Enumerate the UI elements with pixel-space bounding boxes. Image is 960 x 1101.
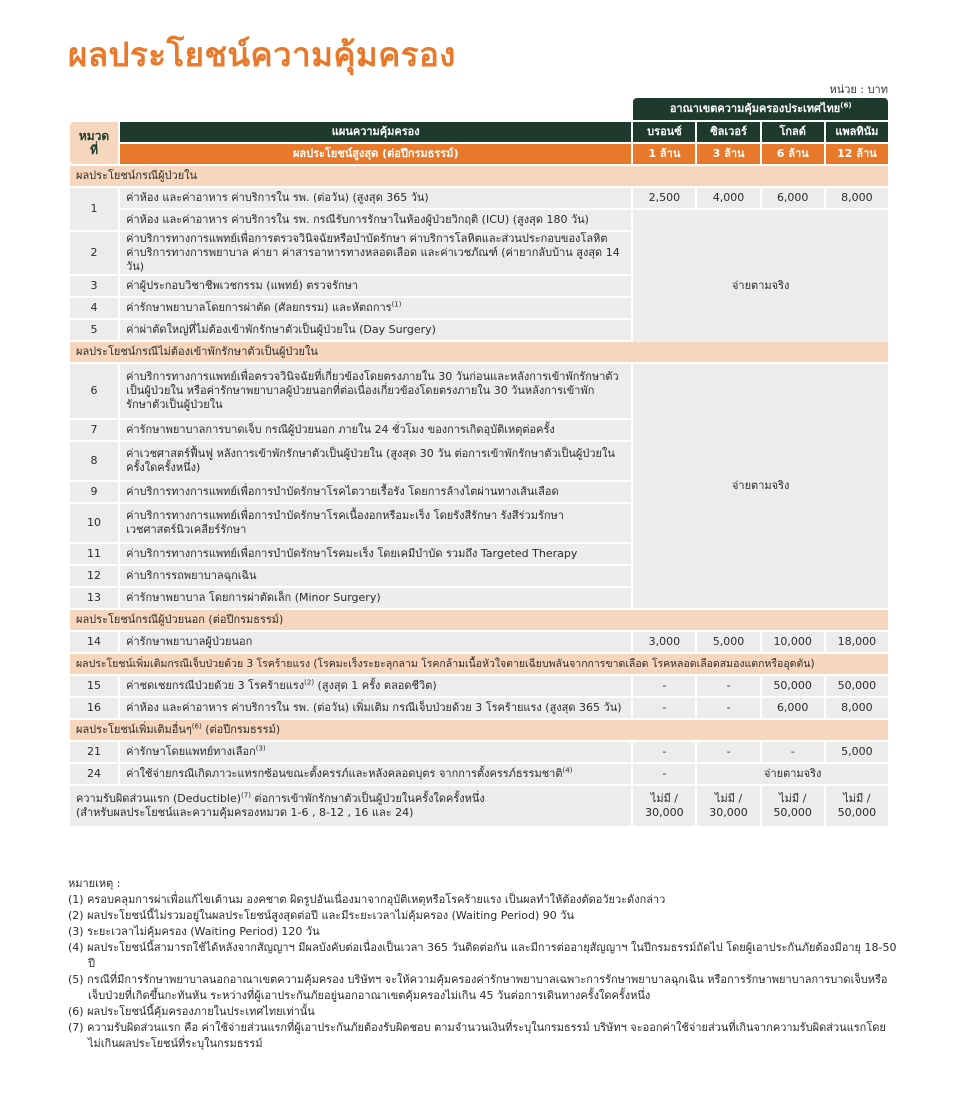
value-bronze: -: [633, 676, 695, 696]
deductible-label: ความรับผิดส่วนแรก (Deductible): [76, 792, 242, 805]
row-description-line: ครั้งใดครั้งหนึ่ง): [126, 461, 201, 474]
row-number: 24: [70, 764, 118, 784]
value-gold: 6,000: [762, 188, 824, 208]
plan-name-gold: โกลด์: [762, 122, 824, 142]
value-silver: -: [697, 698, 759, 718]
value-gold: 50,000: [762, 676, 824, 696]
value-bronze: 2,500: [633, 188, 695, 208]
deductible-amount: 30,000: [645, 806, 684, 819]
row-number: 2: [70, 232, 118, 274]
page-title: ผลประโยชน์ความคุ้มครอง: [68, 35, 456, 74]
table-row: [70, 210, 888, 230]
row-description: ค่าบริการทางการแพทย์เพื่อการบำบัดรักษาโรคไตวายเรื้อรัง โดยการล้างไตผ่านทางเส้นเลือด: [120, 482, 631, 502]
value-silver: -: [697, 742, 759, 762]
row-text: ค่าชดเชยกรณีป่วยด้วย 3 โรคร้ายแรง: [126, 679, 305, 692]
row-description-line: ค่าบริการทางการพยาบาล ค่ายา ค่าสารอาหารทางหลอดเลือด และค่าเวชภัณฑ์ (ค่ายากลับบ้าน สูงสุด 14 วัน): [126, 246, 620, 273]
footnote-ref: (2): [304, 678, 315, 687]
row-description-line: ค่าบริการทางการแพทย์เพื่อการตรวจวินิจฉัยหรือบำบัดรักษา ค่าบริการโลหิตและส่วนประกอบของโลหิต: [126, 232, 608, 245]
row-number: 10: [70, 504, 118, 542]
row-description-line: ค่าบริการทางการแพทย์เพื่อการบำบัดรักษาโรคเนื้องอกหรือมะเร็ง โดยรังสีรักษา รังสีร่วมรักษา: [126, 509, 564, 522]
row-description: [120, 442, 631, 480]
value-bronze: -: [633, 764, 695, 784]
note-item: (3) ระยะเวลาไม่คุ้มครอง (Waiting Period) 120 วัน: [68, 925, 320, 938]
row-description: ค่าห้อง และค่าอาหาร ค่าบริการใน รพ. (ต่อวัน) (สูงสุด 365 วัน): [120, 188, 631, 208]
deductible-none: ไม่มี /: [650, 792, 679, 805]
row-description-line: ค่าบริการทางการแพทย์เพื่อตรวจวินิจฉัยที่เกี่ยวข้องโดยตรงภายใน 30 วันก่อนและหลังการเข้าพักรักษาตัว: [126, 370, 619, 383]
value-actual: จ่ายตามจริง: [633, 210, 888, 362]
plan-name-bronze: บรอนซ์: [633, 122, 695, 142]
value-actual: จ่ายตามจริง: [697, 764, 888, 784]
value-platinum: 18,000: [826, 632, 888, 652]
section-row: [70, 342, 888, 362]
value-silver: 5,000: [697, 632, 759, 652]
row-number: 14: [70, 632, 118, 652]
value-platinum: 8,000: [826, 188, 888, 208]
table-row: [70, 698, 888, 718]
row-description-line: เวชศาสตร์นิวเคลียร์รักษา: [126, 523, 247, 536]
plan-name-silver: ซิลเวอร์: [697, 122, 759, 142]
row-description: ค่าผ่าตัดใหญ่ที่ไม่ต้องเข้าพักรักษาตัวเป็นผู้ป่วยใน (Day Surgery): [120, 320, 631, 340]
table-row: [70, 188, 888, 208]
table-row: [70, 764, 888, 784]
deductible-none: ไม่มี /: [714, 792, 743, 805]
deductible-label-suffix: ต่อการเข้าพักรักษาตัวเป็นผู้ป่วยในครั้งใดครั้งหนึ่ง: [250, 792, 485, 805]
plan-limit-platinum: 12 ล้าน: [826, 144, 888, 164]
value-bronze: -: [633, 742, 695, 762]
plan-header: แผนความคุ้มครอง: [120, 122, 631, 142]
row-description: ค่ารักษาพยาบาล โดยการผ่าตัดเล็ก (Minor Surgery): [120, 588, 631, 608]
section-outpatient-related: ผลประโยชน์กรณีไม่ต้องเข้าพักรักษาตัวเป็นผู้ป่วยใน: [70, 342, 888, 362]
footnotes: [68, 876, 898, 1052]
territory-header: [633, 98, 888, 120]
note-item: (5) กรณีที่มีการรักษาพยาบาลนอกอาณาเขตความคุ้มครอง บริษัทฯ จะให้ความคุ้มครองค่ารักษาพยาบาลเฉพาะการรักษาพยาบาลฉุกเฉิน หรือการรักษาพยาบาลการบาดเจ็บหรือเจ็บป่วยที่เกิดขึ้นกะทันหัน ระหว่างที่ผู้เอาประกันภัยอยู่นอกอาณาเขตคุ้มครองไม่เกิน 45 วันต่อการเดินทางครั้งใดครั้งหนึ่ง: [68, 973, 888, 1002]
footnote-ref: (1): [391, 300, 402, 309]
footnote-ref: (3): [255, 744, 266, 753]
section-critical-illness: ผลประโยชน์เพิ่มเติมกรณีเจ็บป่วยด้วย 3 โรคร้ายแรง (โรคมะเร็งระยะลุกลาม โรคกล้ามเนื้อหัวใจตายเฉียบพลันจากการขาดเลือด โรคหลอดเลือดสมองแตกหรืออุดตัน): [70, 654, 888, 674]
table-header-row: [70, 144, 888, 164]
row-description: [120, 298, 631, 318]
row-description-line: ค่าเวชศาสตร์ฟื้นฟู หลังการเข้าพักรักษาตัวเป็นผู้ป่วยใน (สูงสุด 30 วัน ต่อการเข้าพักรักษาตัวเป็นผู้ป่วยใน: [126, 447, 615, 460]
row-number: 4: [70, 298, 118, 318]
row-description: [120, 764, 631, 784]
row-number: 7: [70, 420, 118, 440]
value-gold: -: [762, 742, 824, 762]
row-description: ค่าห้อง และค่าอาหาร ค่าบริการใน รพ. (ต่อวัน) เพิ่มเติม กรณีเจ็บป่วยด้วย 3 โรคร้ายแรง (สูงสุด 365 วัน): [120, 698, 631, 718]
plan-limit-bronze: 1 ล้าน: [633, 144, 695, 164]
row-description-line: เป็นผู้ป่วยใน หรือค่ารักษาพยาบาลผู้ป่วยนอกที่ต่อเนื่องเกี่ยวข้องโดยตรงภายใน 30 วันหลังการเข้าพัก: [126, 384, 595, 397]
row-description: [120, 742, 631, 762]
table-row: [70, 364, 888, 418]
row-number: 6: [70, 364, 118, 418]
section-other-benefits: [70, 720, 888, 740]
value-gold: 6,000: [762, 698, 824, 718]
table-header-row: [70, 122, 888, 142]
deductible-bronze: [633, 786, 695, 826]
footnote-ref: (4): [562, 766, 573, 775]
deductible-none: ไม่มี /: [843, 792, 871, 805]
deductible-platinum: [826, 786, 888, 826]
footnote-ref: (6): [191, 722, 202, 731]
coverage-table: [68, 96, 890, 828]
note-item: (6) ผลประโยชน์นี้คุ้มครองภายในประเทศไทยเท่านั้น: [68, 1005, 315, 1018]
row-description: ค่าบริการทางการแพทย์เพื่อการบำบัดรักษาโรคมะเร็ง โดยเคมีบำบัด รวมถึง Targeted Therapy: [120, 544, 631, 564]
plan-limit-silver: 3 ล้าน: [697, 144, 759, 164]
row-description: ค่ารักษาพยาบาลผู้ป่วยนอก: [120, 632, 631, 652]
deductible-amount: 50,000: [837, 806, 877, 819]
row-number: 5: [70, 320, 118, 340]
table-row: [70, 676, 888, 696]
row-description: ค่าห้อง และค่าอาหาร ค่าบริการใน รพ. กรณีรับการรักษาในห้องผู้ป่วยวิกฤติ (ICU) (สูงสุด 180 วัน): [120, 210, 631, 230]
territory-footnote: (6): [840, 101, 852, 110]
row-text: ค่ารักษาโดยแพทย์ทางเลือก: [126, 745, 256, 758]
row-description: ค่าบริการรถพยาบาลฉุกเฉิน: [120, 566, 631, 586]
row-number: 21: [70, 742, 118, 762]
row-description: [120, 676, 631, 696]
row-number: 12: [70, 566, 118, 586]
unit-label: หน่วย : บาท: [829, 83, 888, 96]
value-silver: 4,000: [697, 188, 759, 208]
section-row: [70, 720, 888, 740]
row-text: ค่ารักษาพยาบาลโดยการผ่าตัด (ศัลยกรรม) และหัตถการ: [126, 301, 392, 314]
note-item: (1) ครอบคลุมการผ่าเพื่อแก้ไขเต้านม องคชาต ผิดรูปอันเนื่องมาจากอุบัติเหตุหรือโรคร้ายแรง เป็นผลทำให้ต้องตัดอวัยวะดังกล่าว: [68, 893, 666, 906]
note-item: (7) ความรับผิดส่วนแรก คือ ค่าใช้จ่ายส่วนแรกที่ผู้เอาประกันภัยต้องรับผิดชอบ ตามจำนวนเงินที่ระบุในกรมธรรม์ บริษัทฯ จะออกค่าใช้จ่ายส่วนที่เกินจากความรับผิดส่วนแรกโดยไม่เกินผลประโยชน์ที่ระบุในกรมธรรม์: [68, 1021, 886, 1050]
row-number: 11: [70, 544, 118, 564]
section-row: [70, 654, 888, 674]
header-spacer: [70, 98, 631, 120]
territory-label: อาณาเขตความคุ้มครองประเทศไทย: [669, 102, 841, 115]
max-benefit-header: ผลประโยชน์สูงสุด (ต่อปีกรมธรรม์): [120, 144, 631, 164]
section-row: [70, 166, 888, 186]
deductible-description: [70, 786, 631, 826]
row-number: 8: [70, 442, 118, 480]
plan-limit-gold: 6 ล้าน: [762, 144, 824, 164]
table-row: [70, 742, 888, 762]
row-number: 13: [70, 588, 118, 608]
row-text-suffix: (สูงสุด 1 ครั้ง ตลอดชีวิต): [314, 679, 437, 692]
plan-name-platinum: แพลทินัม: [826, 122, 888, 142]
row-description: ค่าผู้ประกอบวิชาชีพเวชกรรม (แพทย์) ตรวจรักษา: [120, 276, 631, 296]
value-bronze: 3,000: [633, 632, 695, 652]
value-silver: -: [697, 676, 759, 696]
row-number: 9: [70, 482, 118, 502]
deductible-row: [70, 786, 888, 826]
value-platinum: 8,000: [826, 698, 888, 718]
deductible-gold: [762, 786, 824, 826]
row-number: 1: [70, 188, 118, 230]
row-number: 3: [70, 276, 118, 296]
deductible-amount: 30,000: [709, 806, 748, 819]
row-description: [120, 364, 631, 418]
deductible-amount: 50,000: [773, 806, 812, 819]
table-row: [70, 632, 888, 652]
table-header-row: [70, 98, 888, 120]
category-header: หมวดที่: [70, 122, 118, 164]
row-text: ค่าใช้จ่ายกรณีเกิดภาวะแทรกซ้อนขณะตั้งครรภ์และหลังคลอดบุตร จากการตั้งครรภ์ธรรมชาติ: [126, 767, 563, 780]
footnote-ref: (7): [241, 791, 251, 800]
deductible-scope: (สำหรับผลประโยชน์และความคุ้มครองหมวด 1-6 , 8-12 , 16 และ 24): [76, 806, 414, 819]
row-number: 15: [70, 676, 118, 696]
value-gold: 10,000: [762, 632, 824, 652]
value-platinum: 50,000: [826, 676, 888, 696]
note-item: (2) ผลประโยชน์นี้ไม่รวมอยู่ในผลประโยชน์สูงสุดต่อปี และมีระยะเวลาไม่คุ้มครอง (Waiting Period) 90 วัน: [68, 909, 574, 922]
value-actual: จ่ายตามจริง: [633, 364, 888, 608]
section-row: [70, 610, 888, 630]
row-description: [120, 232, 631, 274]
section-outpatient: ผลประโยชน์กรณีผู้ป่วยนอก (ต่อปีกรมธรรม์): [70, 610, 888, 630]
note-item: (4) ผลประโยชน์นี้สามารถใช้ได้หลังจากสัญญาฯ มีผลบังคับต่อเนื่องเป็นเวลา 365 วันติดต่อกัน และมีการต่ออายุสัญญาฯ ในปีกรมธรรม์ถัดไป โดยผู้เอาประกันภัยต้องมีอายุ 18-50 ปี: [68, 941, 897, 970]
deductible-silver: [697, 786, 759, 826]
value-bronze: -: [633, 698, 695, 718]
row-number: 16: [70, 698, 118, 718]
section-inpatient: ผลประโยชน์กรณีผู้ป่วยใน: [70, 166, 888, 186]
row-description: [120, 504, 631, 542]
row-description-line: รักษาตัวเป็นผู้ป่วยใน: [126, 398, 223, 411]
section-label-suffix: (ต่อปีกรมธรรม์): [201, 723, 281, 736]
section-label: ผลประโยชน์เพิ่มเติมอื่นๆ: [76, 723, 192, 736]
deductible-line: [76, 792, 625, 806]
notes-heading: หมายเหตุ :: [68, 877, 121, 890]
deductible-none: ไม่มี /: [779, 792, 807, 805]
value-platinum: 5,000: [826, 742, 888, 762]
row-description: ค่ารักษาพยาบาลการบาดเจ็บ กรณีผู้ป่วยนอก ภายใน 24 ชั่วโมง ของการเกิดอุบัติเหตุต่อครั้ง: [120, 420, 631, 440]
